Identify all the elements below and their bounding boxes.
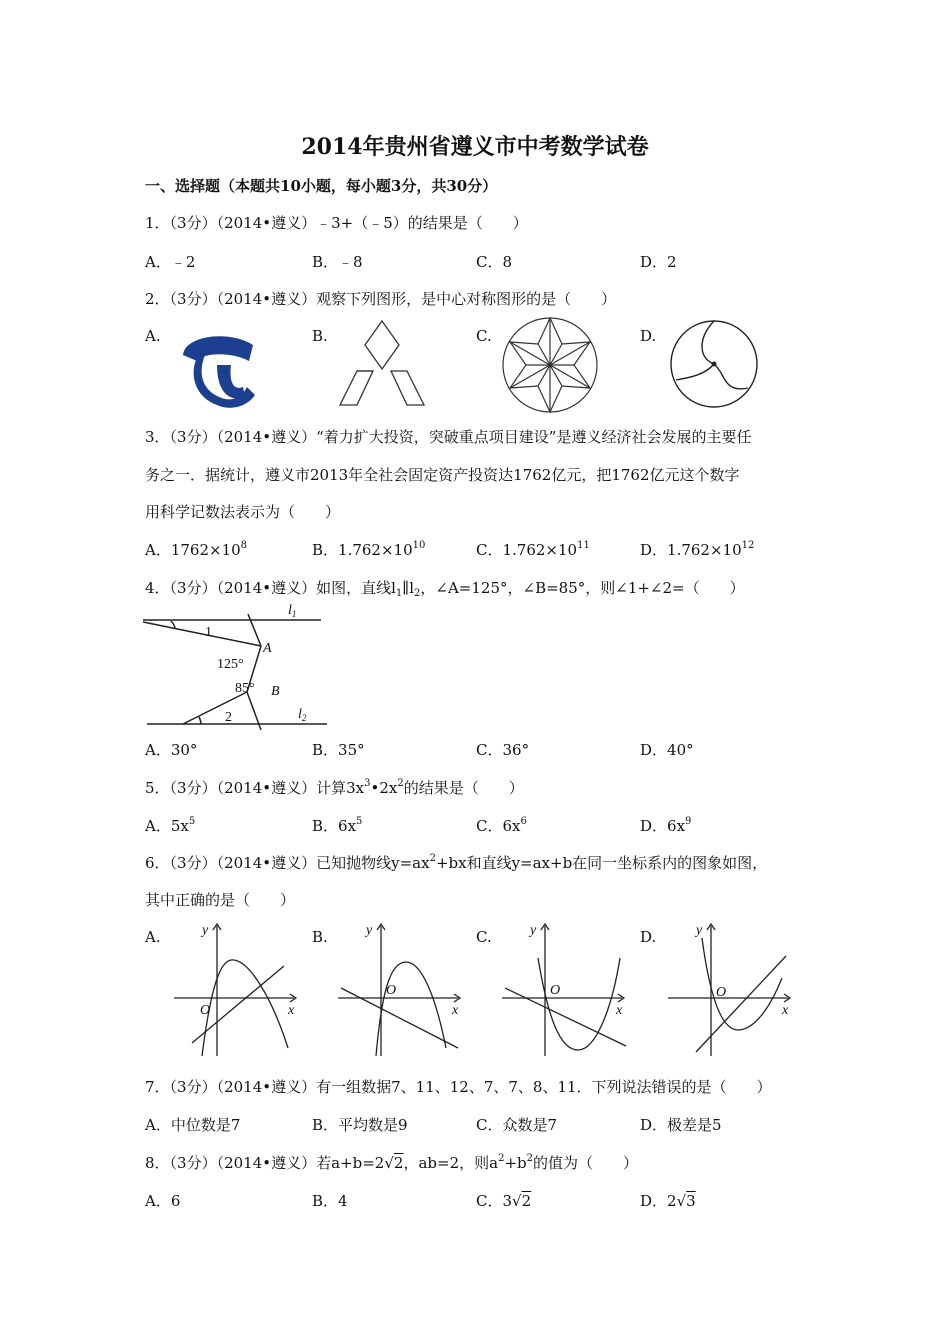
question-7-stem: 7．（3分）（2014•遵义）有一组数据7、11、12、7、7、8、11．下列说法错误的是（ ）: [145, 1078, 772, 1096]
q7-option-d: D．极差是5: [640, 1116, 722, 1134]
q7-option-c: C．众数是7: [476, 1116, 558, 1134]
q5-option-d: D．$6x^9$: [640, 816, 692, 835]
svg-text:x: x: [288, 1003, 295, 1018]
graph-a: [172, 918, 307, 1060]
question-6-line-1: 6．（3分）（2014•遵义）已知抛物线$y=ax^2+bx$和直线y=ax+b在同一坐标系内的图象如图，: [145, 853, 768, 872]
q8-option-c: C．3√2: [476, 1192, 532, 1210]
q4-option-c: C．36°: [476, 741, 530, 759]
q6-option-d: D.: [640, 928, 657, 946]
question-1-stem: 1．（3分）（2014•遵义）﹣3+（﹣5）的结果是（ ）: [145, 214, 528, 232]
q1-option-b: B．﹣8: [312, 253, 363, 271]
svg-text:x: x: [616, 1003, 623, 1018]
q1-option-d: D．2: [640, 253, 677, 271]
line-l1-label: $l_1$: [288, 603, 297, 619]
q5-option-a: A．$5x^5$: [145, 816, 196, 835]
q3-option-c: C．$1.762\times 10^{11}$: [476, 540, 590, 559]
q1-option-a: A．﹣2: [145, 253, 196, 271]
question-6-line-2: 其中正确的是（ ）: [145, 891, 296, 909]
svg-text:O: O: [716, 985, 727, 1000]
graph-c: [500, 918, 635, 1060]
line-l2-label: $l_2$: [298, 707, 307, 723]
q2-option-c: C.: [476, 327, 492, 345]
q2-option-d: D.: [640, 327, 657, 345]
q5-option-c: C．$6x^6$: [476, 816, 527, 835]
q8-option-b: B．4: [312, 1192, 348, 1210]
telecom-logo-figure: [175, 325, 265, 410]
page-title: 2014年贵州省遵义市中考数学试卷: [301, 134, 649, 160]
question-4-stem: 4．（3分）（2014•遵义）如图，直线$l_1\parallel l_2$，∠A=125°，∠B=85°，则∠1+∠2=（ ）: [145, 579, 745, 599]
angle-125-label: 125°: [217, 657, 244, 672]
q3-option-d: D．$1.762\times 10^{12}$: [640, 540, 755, 559]
section-heading: 一、选择题（本题共10小题，每小题3分，共30分）: [145, 177, 498, 195]
question-2-stem: 2．（3分）（2014•遵义）观察下列图形，是中心对称图形的是（ ）: [145, 290, 617, 308]
svg-text:O: O: [386, 983, 397, 998]
q4-option-a: A．30°: [145, 741, 198, 759]
q6-option-c: C.: [476, 928, 492, 946]
graph-b: [336, 918, 471, 1060]
q4-option-b: B．35°: [312, 741, 365, 759]
q5-option-b: B．$6x^5$: [312, 816, 363, 835]
q8-option-d: D．2√3: [640, 1192, 696, 1210]
svg-text:O: O: [550, 983, 561, 998]
svg-text:y: y: [696, 923, 703, 938]
question-8-stem: 8．（3分）（2014•遵义）若a+b=2√2，ab=2，则$a^2+b^2$的值为（ ）: [145, 1153, 638, 1172]
svg-text:O: O: [200, 1003, 211, 1018]
svg-text:y: y: [202, 923, 209, 938]
point-a-label: A: [263, 641, 272, 656]
svg-text:y: y: [530, 923, 537, 938]
q8-option-a: A．6: [145, 1192, 181, 1210]
circle-arcs-figure: [668, 318, 760, 410]
rhombi-figure: [335, 318, 430, 410]
question-5-stem: 5．（3分）（2014•遵义）计算$3x^3•2x^2$的结果是（ ）: [145, 778, 524, 797]
svg-text:y: y: [366, 923, 373, 938]
parallel-lines-figure: [143, 600, 333, 730]
svg-text:x: x: [452, 1003, 459, 1018]
angle-2-label: 2: [225, 710, 232, 725]
angle-85-label: 85°: [235, 681, 255, 696]
q3-option-b: B．$1.762\times 10^{10}$: [312, 540, 426, 559]
question-3-line-2: 务之一．据统计，遵义市2013年全社会固定资产投资达1762亿元，把1762亿元这个数字: [145, 466, 740, 484]
q6-option-a: A.: [145, 928, 161, 946]
q3-option-a: A．$1762\times 10^8$: [145, 540, 248, 559]
q4-option-d: D．40°: [640, 741, 694, 759]
question-3-line-3: 用科学记数法表示为（ ）: [145, 503, 341, 521]
graph-d: [666, 918, 801, 1060]
q6-option-b: B.: [312, 928, 328, 946]
angle-1-label: 1: [205, 625, 212, 640]
question-3-line-1: 3．（3分）（2014•遵义）“着力扩大投资，突破重点项目建设”是遵义经济社会发展的主要任: [145, 428, 752, 446]
q2-option-a: A.: [145, 327, 161, 345]
q2-option-b: B.: [312, 327, 328, 345]
point-b-label: B: [271, 684, 280, 699]
star-in-circle-figure: [500, 315, 600, 415]
q7-option-b: B．平均数是9: [312, 1116, 408, 1134]
q7-option-a: A．中位数是7: [145, 1116, 241, 1134]
svg-text:x: x: [782, 1003, 789, 1018]
q1-option-c: C．8: [476, 253, 513, 271]
